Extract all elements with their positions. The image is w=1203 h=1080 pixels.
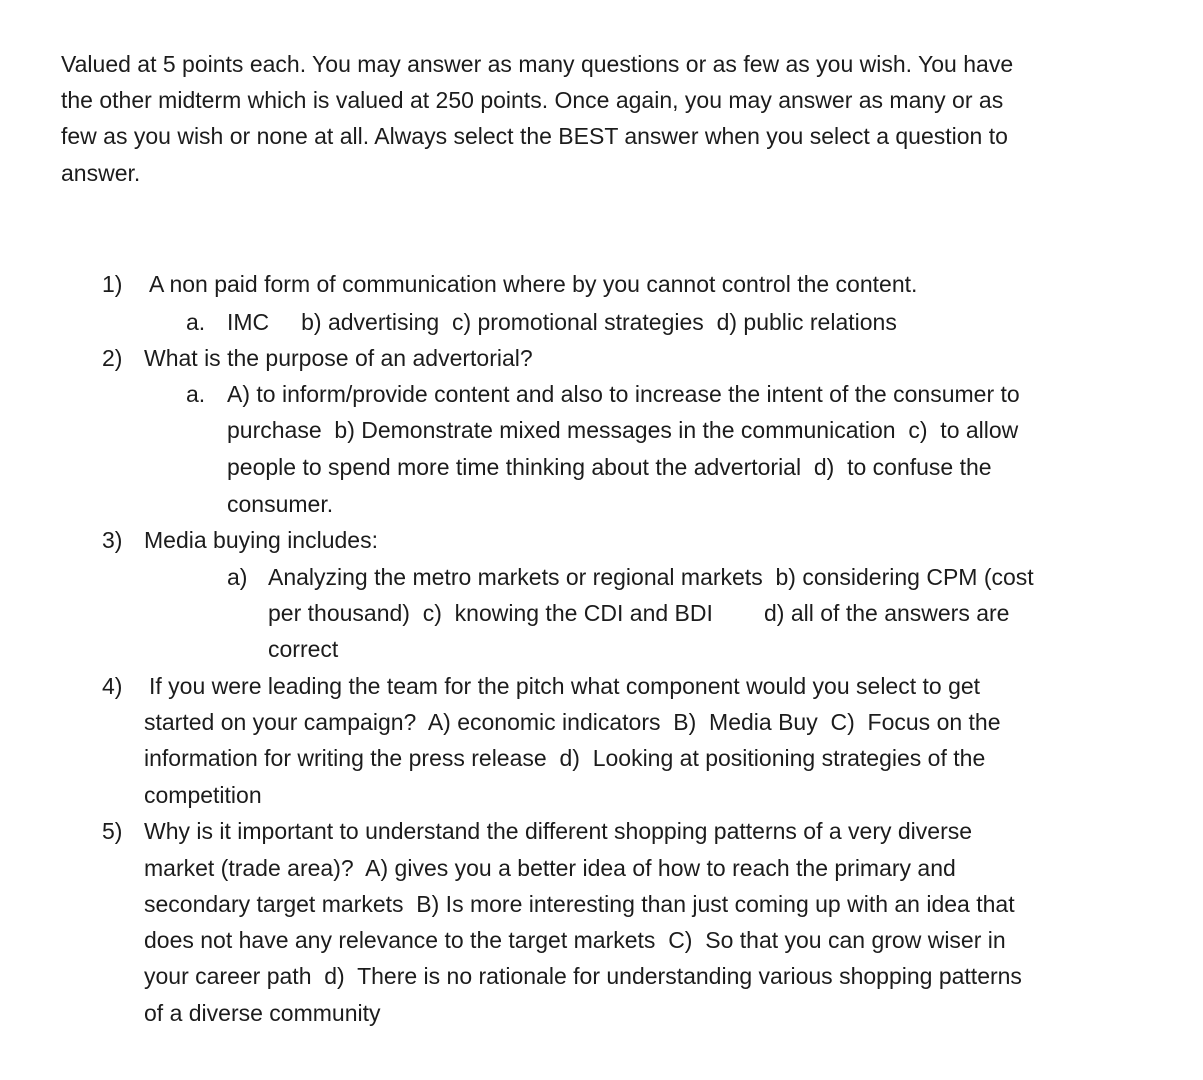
question-number: 3) (102, 527, 123, 553)
question-text: market (trade area)? A) gives you a better idea of how to reach the primary and (144, 855, 956, 881)
intro-line: Valued at 5 points each. You may answer as many questions or as few as you wish. You have (61, 51, 1014, 77)
option-marker: a. (186, 309, 206, 335)
option-line: consumer. (227, 491, 334, 517)
question-text: What is the purpose of an advertorial? (144, 345, 533, 371)
option-marker: a) (227, 564, 248, 590)
question-number: 2) (102, 345, 123, 371)
question-text: Media buying includes: (144, 527, 378, 553)
question-text: If you were leading the team for the pitch what component would you select to get (149, 673, 981, 699)
question-text: of a diverse community (144, 1000, 381, 1026)
option-line: A) to inform/provide content and also to increase the intent of the consumer to (227, 381, 1020, 407)
option-marker: a. (186, 381, 206, 407)
intro-line: few as you wish or none at all. Always select the BEST answer when you select a question to (61, 123, 1008, 150)
question-text: A non paid form of communication where by you cannot control the content. (149, 271, 918, 297)
intro-paragraph (61, 46, 1151, 191)
option-line: IMC b) advertising c) promotional strategies d) public relations (227, 309, 897, 335)
question-number: 5) (102, 818, 123, 844)
option-line: correct (268, 636, 339, 662)
intro-line: the other midterm which is valued at 250 points. Once again, you may answer as many or as (61, 87, 1004, 114)
question-text: your career path d) There is no rationale for understanding various shopping patterns (144, 963, 1022, 989)
question-number: 1) (102, 271, 123, 297)
question-text: secondary target markets B) Is more interesting than just coming up with an idea that (144, 891, 1015, 917)
option-line: purchase b) Demonstrate mixed messages in the communication c) to allow (227, 417, 1019, 443)
option-line: Analyzing the metro markets or regional markets b) considering CPM (cost (268, 564, 1034, 590)
question-number: 4) (102, 673, 123, 699)
intro-line: answer. (61, 159, 141, 186)
question-text: started on your campaign? A) economic indicators B) Media Buy C) Focus on the (144, 709, 1001, 735)
option-line: per thousand) c) knowing the CDI and BDI d) all of the answers are (268, 600, 1010, 626)
question-text: does not have any relevance to the target markets C) So that you can grow wiser in (144, 927, 1006, 953)
question-text: information for writing the press release d) Looking at positioning strategies of the (144, 745, 986, 771)
question-text: competition (144, 782, 262, 808)
option-line: people to spend more time thinking about the advertorial d) to confuse the (227, 454, 992, 480)
question-text: Why is it important to understand the different shopping patterns of a very diverse (144, 818, 973, 844)
